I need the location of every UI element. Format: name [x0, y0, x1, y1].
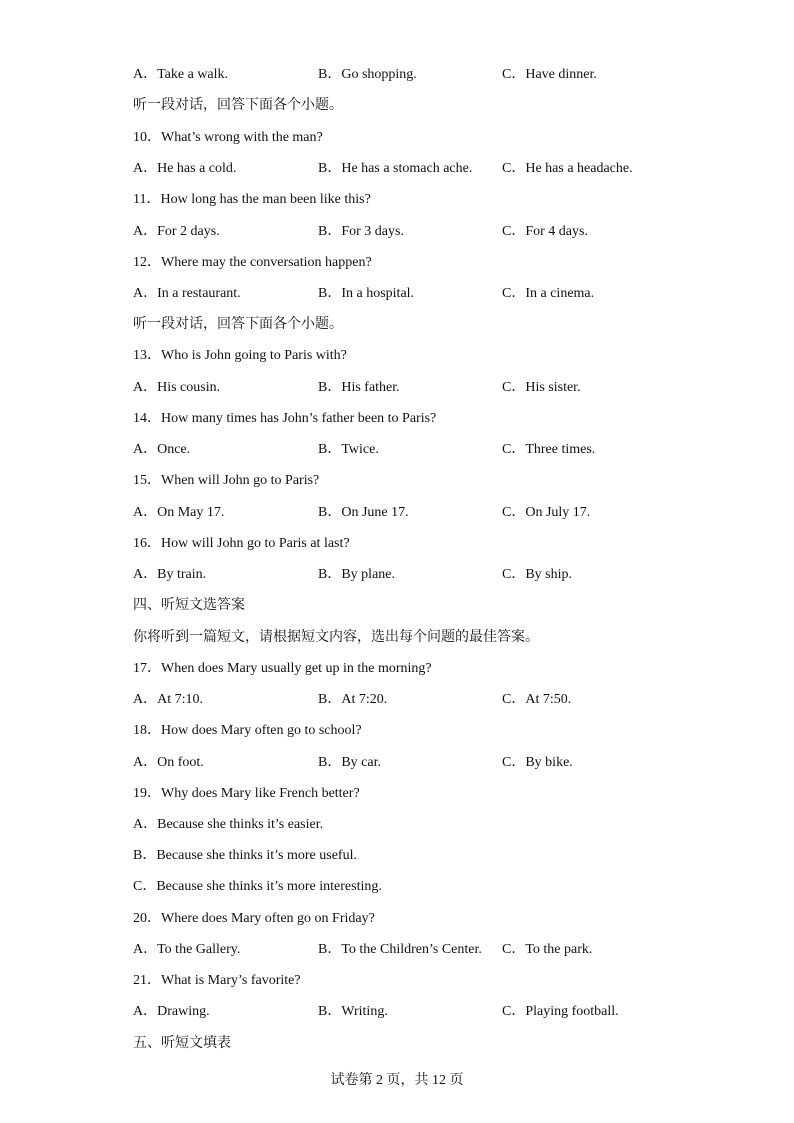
- option-a: A．By train.: [133, 567, 207, 582]
- section-instruction: 听一段对话，回答下面各个小题。: [133, 98, 343, 113]
- option-a: A．Once.: [133, 442, 191, 457]
- option-a: A．On May 17.: [133, 505, 225, 520]
- option-c: C．Because she thinks it’s more interesting.: [133, 879, 382, 894]
- option-c: C．At 7:50.: [502, 692, 572, 707]
- option-b: B．Writing.: [318, 1004, 388, 1019]
- option-b: B．By car.: [318, 755, 381, 770]
- option-a: A．His cousin.: [133, 380, 221, 395]
- option-c: C．On July 17.: [502, 505, 591, 520]
- option-a: A．Take a walk.: [133, 67, 229, 82]
- option-b: B．On June 17.: [318, 505, 409, 520]
- option-c: C．Playing football.: [502, 1004, 619, 1019]
- option-a: A．At 7:10.: [133, 692, 203, 707]
- section-instruction: 听一段对话，回答下面各个小题。: [133, 317, 343, 332]
- question-19: 19．Why does Mary like French better?: [133, 786, 360, 801]
- option-c: C．For 4 days.: [502, 224, 588, 239]
- option-c: C．By bike.: [502, 755, 573, 770]
- option-c: C．His sister.: [502, 380, 581, 395]
- option-a: A．Because she thinks it’s easier.: [133, 817, 324, 832]
- question-16: 16．How will John go to Paris at last?: [133, 536, 350, 551]
- option-a: A．In a restaurant.: [133, 286, 241, 301]
- option-b: B．He has a stomach ache.: [318, 161, 473, 176]
- option-c: C．Have dinner.: [502, 67, 597, 82]
- question-13: 13．Who is John going to Paris with?: [133, 348, 347, 363]
- section-instruction: 你将听到一篇短文，请根据短文内容，选出每个问题的最佳答案。: [133, 630, 539, 645]
- option-b: B．At 7:20.: [318, 692, 388, 707]
- option-b: B．Because she thinks it’s more useful.: [133, 848, 357, 863]
- section-heading: 四、听短文选答案: [133, 598, 245, 613]
- option-b: B．His father.: [318, 380, 400, 395]
- question-17: 17．When does Mary usually get up in the morning?: [133, 661, 432, 676]
- question-18: 18．How does Mary often go to school?: [133, 723, 362, 738]
- page-footer: 试卷第 2 页，共 12 页: [330, 1073, 464, 1088]
- option-c: C．In a cinema.: [502, 286, 595, 301]
- option-a: A．To the Gallery.: [133, 942, 241, 957]
- option-a: A．He has a cold.: [133, 161, 237, 176]
- question-15: 15．When will John go to Paris?: [133, 473, 320, 488]
- option-a: A．Drawing.: [133, 1004, 210, 1019]
- question-10: 10．What’s wrong with the man?: [133, 130, 323, 145]
- question-21: 21．What is Mary’s favorite?: [133, 973, 301, 988]
- section-heading: 五、听短文填表: [133, 1036, 231, 1051]
- option-b: B．Twice.: [318, 442, 379, 457]
- option-c: C．He has a headache.: [502, 161, 633, 176]
- option-c: C．To the park.: [502, 942, 593, 957]
- question-14: 14．How many times has John’s father been to Paris?: [133, 411, 437, 426]
- option-b: B．In a hospital.: [318, 286, 415, 301]
- question-20: 20．Where does Mary often go on Friday?: [133, 911, 375, 926]
- option-b: B．For 3 days.: [318, 224, 404, 239]
- option-c: C．Three times.: [502, 442, 596, 457]
- option-a: A．On foot.: [133, 755, 204, 770]
- option-a: A．For 2 days.: [133, 224, 220, 239]
- question-11: 11．How long has the man been like this?: [133, 192, 371, 207]
- option-b: B．By plane.: [318, 567, 395, 582]
- option-b: B．Go shopping.: [318, 67, 417, 82]
- option-c: C．By ship.: [502, 567, 573, 582]
- question-12: 12．Where may the conversation happen?: [133, 255, 372, 270]
- option-b: B．To the Children’s Center.: [318, 942, 482, 957]
